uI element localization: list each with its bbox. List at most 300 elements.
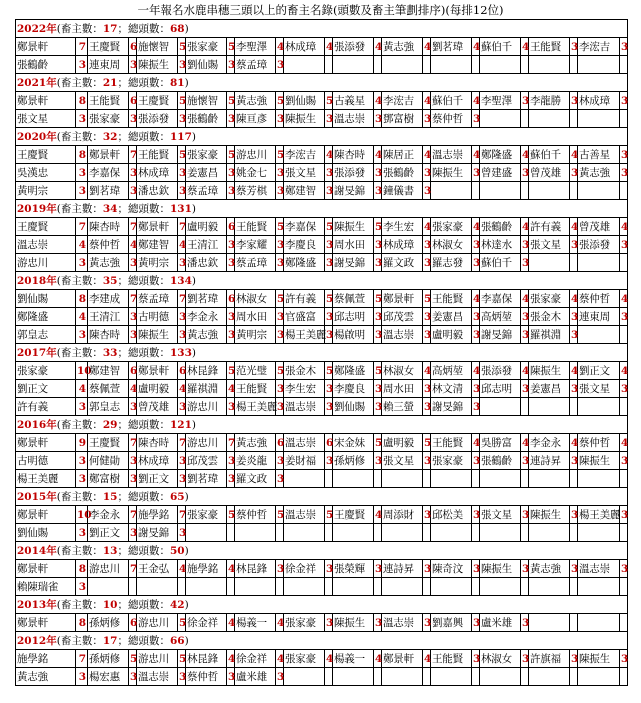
owner-name: 蔡孟璋	[137, 290, 178, 308]
head-count: 5	[276, 362, 284, 380]
owner-name: 黃志強	[16, 668, 76, 686]
head-count: 4	[227, 650, 235, 668]
head-count: 3	[178, 56, 186, 74]
owner-name: 李生宏	[382, 218, 423, 236]
owner-name: 陳振生	[284, 110, 325, 128]
head-count: 3	[276, 380, 284, 398]
summary-close-label: )	[184, 22, 189, 35]
head-count: 5	[276, 218, 284, 236]
empty-cell	[578, 398, 620, 416]
owner-name: 周添財	[382, 506, 423, 524]
empty-cell	[472, 668, 480, 686]
head-count: 4	[472, 290, 480, 308]
owner-name: 鄭建智	[137, 236, 178, 254]
total-heads: 50	[169, 544, 185, 557]
head-count: 3	[129, 326, 137, 344]
owner-name: 盧明毅	[137, 380, 178, 398]
year-header-row	[16, 20, 628, 38]
head-count: 7	[76, 650, 88, 668]
head-count: 6	[227, 290, 235, 308]
head-count: 7	[129, 506, 137, 524]
owner-name: 施懷智	[137, 38, 178, 56]
empty-cell	[325, 578, 333, 596]
owner-name: 陳振生	[529, 506, 570, 524]
owner-name: 游忠川	[16, 254, 76, 272]
owner-name: 陳杏時	[88, 218, 129, 236]
owner-name: 鄭景軒	[16, 560, 76, 578]
owner-name: 張家豪	[529, 290, 570, 308]
head-count: 3	[325, 308, 333, 326]
owner-name: 郭皇志	[88, 398, 129, 416]
head-count: 3	[472, 254, 480, 272]
empty-cell	[570, 668, 578, 686]
head-count: 3	[521, 506, 529, 524]
owner-name: 李生宏	[284, 380, 325, 398]
head-count: 3	[76, 470, 88, 488]
head-count: 5	[325, 290, 333, 308]
owner-name: 王慶賢	[16, 146, 76, 164]
head-count: 3	[521, 326, 529, 344]
head-count: 3	[325, 380, 333, 398]
head-count: 8	[76, 92, 88, 110]
owner-name: 張鶴齡	[382, 164, 423, 182]
owner-name: 張文星	[529, 236, 570, 254]
owner-name: 林文清	[431, 380, 472, 398]
head-count: 7	[129, 146, 137, 164]
head-count: 3	[374, 236, 382, 254]
owner-name: 游忠川	[88, 560, 129, 578]
owner-name: 宋金妹	[333, 434, 374, 452]
empty-cell	[578, 470, 620, 488]
summary-open-label: (畜主數：	[56, 274, 103, 287]
owner-name: 王能賢	[431, 290, 472, 308]
owner-name: 吳漢忠	[16, 164, 76, 182]
owner-name: 李嘉保	[284, 218, 325, 236]
head-count: 4	[129, 380, 137, 398]
owner-row	[16, 398, 628, 416]
head-count: 4	[276, 650, 284, 668]
head-count: 3	[570, 380, 578, 398]
head-count: 3	[374, 614, 382, 632]
head-count: 3	[521, 254, 529, 272]
head-count: 6	[129, 38, 137, 56]
owner-name: 盧明毅	[186, 218, 227, 236]
head-count: 4	[521, 218, 529, 236]
owner-name: 林成璋	[137, 164, 178, 182]
empty-cell	[570, 614, 578, 632]
empty-cell	[620, 524, 628, 542]
owner-name: 黃明宗	[235, 326, 276, 344]
year-summary	[16, 632, 628, 650]
head-count: 4	[276, 38, 284, 56]
head-count: 4	[374, 650, 382, 668]
owner-name: 孫炳修	[333, 452, 374, 470]
head-count: 3	[76, 254, 88, 272]
owner-row	[16, 308, 628, 326]
owner-name: 林達水	[480, 236, 521, 254]
owner-name: 楊義一	[333, 650, 374, 668]
head-count: 4	[620, 362, 628, 380]
empty-cell	[284, 668, 325, 686]
owner-name: 陳振生	[333, 614, 374, 632]
owner-name: 張家豪	[431, 218, 472, 236]
owner-count: 21	[102, 76, 118, 89]
owner-name: 蔡佩萱	[333, 290, 374, 308]
owner-name: 黃明宗	[16, 182, 76, 200]
owner-name: 姚金七	[235, 164, 276, 182]
head-count: 3	[620, 650, 628, 668]
owner-name: 張鶴齡	[480, 452, 521, 470]
head-count: 3	[178, 326, 186, 344]
empty-cell	[521, 578, 529, 596]
owner-name: 劉茗瑋	[431, 38, 472, 56]
head-count: 8	[76, 614, 88, 632]
head-count: 7	[178, 290, 186, 308]
head-count: 3	[570, 308, 578, 326]
owner-name: 古明德	[16, 452, 76, 470]
owner-name: 蔡佩萱	[88, 380, 129, 398]
head-count: 4	[325, 146, 333, 164]
owner-name: 謝旻錦	[431, 398, 472, 416]
head-count: 3	[620, 92, 628, 110]
head-count: 3	[325, 398, 333, 416]
owner-name: 陳亘彥	[235, 110, 276, 128]
total-heads: 65	[169, 490, 185, 503]
owner-name: 蘇伯千	[529, 146, 570, 164]
summary-open-label: (畜主數：	[56, 598, 103, 611]
head-count: 3	[227, 398, 235, 416]
empty-cell	[423, 470, 431, 488]
owner-name: 蘇伯千	[480, 254, 521, 272]
head-count: 6	[129, 362, 137, 380]
owner-name: 邱松美	[431, 506, 472, 524]
owner-name: 姜炎龍	[235, 452, 276, 470]
head-count: 7	[178, 506, 186, 524]
empty-cell	[333, 668, 374, 686]
empty-cell	[431, 182, 472, 200]
summary-open-label: (畜主數：	[56, 22, 103, 35]
owner-name: 李浤吉	[578, 38, 620, 56]
head-count: 7	[178, 218, 186, 236]
head-count: 5	[374, 290, 382, 308]
summary-mid-label: ；總頭數：	[117, 490, 170, 503]
owner-name: 范光璧	[235, 362, 276, 380]
owner-name: 溫志崇	[333, 110, 374, 128]
empty-cell	[620, 398, 628, 416]
head-count: 3	[423, 398, 431, 416]
owner-name: 張文星	[16, 110, 76, 128]
head-count: 3	[178, 110, 186, 128]
head-count: 3	[76, 182, 88, 200]
head-count: 5	[374, 218, 382, 236]
owner-row	[16, 668, 628, 686]
owner-name: 李慶良	[333, 380, 374, 398]
owner-name: 溫志崇	[137, 668, 178, 686]
owner-name: 孫炳修	[88, 650, 129, 668]
empty-cell	[374, 470, 382, 488]
owner-name: 林昆鋒	[186, 650, 227, 668]
owner-name: 李浤吉	[284, 146, 325, 164]
owner-name: 王能賢	[529, 38, 570, 56]
owner-name: 張家豪	[16, 362, 76, 380]
head-count: 3	[570, 650, 578, 668]
owner-name: 李嘉保	[88, 164, 129, 182]
owner-name: 蔡仲哲	[578, 290, 620, 308]
empty-cell	[620, 110, 628, 128]
head-count: 3	[472, 398, 480, 416]
empty-cell	[382, 470, 423, 488]
owner-name: 楊王美麗	[16, 470, 76, 488]
year-label: 2016年	[17, 418, 57, 431]
owner-name: 陳杏時	[137, 434, 178, 452]
owner-name: 鄭景軒	[382, 290, 423, 308]
owner-name: 謝旻錦	[333, 182, 374, 200]
empty-cell	[137, 578, 178, 596]
owner-row	[16, 164, 628, 182]
empty-cell	[423, 578, 431, 596]
empty-cell	[529, 398, 570, 416]
owner-row	[16, 38, 628, 56]
owner-name: 林淑女	[235, 290, 276, 308]
head-count: 4	[227, 560, 235, 578]
owner-row	[16, 218, 628, 236]
owner-name: 許有義	[284, 290, 325, 308]
head-count: 3	[570, 92, 578, 110]
owner-name: 潘忠欽	[137, 182, 178, 200]
owner-name: 羅祺淵	[186, 380, 227, 398]
head-count: 4	[423, 146, 431, 164]
summary-open-label: (畜主數：	[56, 202, 103, 215]
head-count: 4	[570, 434, 578, 452]
year-summary	[16, 488, 628, 506]
head-count: 4	[472, 92, 480, 110]
head-count: 3	[325, 614, 333, 632]
owner-name: 游忠川	[235, 146, 276, 164]
empty-cell	[382, 524, 423, 542]
owner-name: 陳振生	[480, 560, 521, 578]
empty-cell	[570, 470, 578, 488]
head-count: 3	[325, 326, 333, 344]
head-count: 3	[570, 164, 578, 182]
head-count: 3	[227, 182, 235, 200]
empty-cell	[333, 56, 374, 74]
head-count: 8	[76, 290, 88, 308]
owner-name: 姜憲昌	[186, 164, 227, 182]
owner-name: 陳振生	[333, 218, 374, 236]
head-count: 5	[325, 218, 333, 236]
owner-name: 張榮輝	[333, 560, 374, 578]
owner-name: 姜憲昌	[529, 380, 570, 398]
head-count: 8	[76, 146, 88, 164]
head-count: 6	[325, 434, 333, 452]
empty-cell	[178, 578, 186, 596]
head-count: 3	[276, 308, 284, 326]
empty-cell	[620, 182, 628, 200]
year-header-row	[16, 488, 628, 506]
owner-name: 楊王美麗	[284, 326, 325, 344]
owner-name: 劉茗瑋	[186, 470, 227, 488]
empty-cell	[480, 110, 521, 128]
head-count: 3	[570, 236, 578, 254]
empty-cell	[374, 668, 382, 686]
head-count: 10	[76, 362, 88, 380]
head-count: 3	[227, 308, 235, 326]
owner-name: 羅文政	[235, 470, 276, 488]
owner-name: 蔡仲哲	[578, 434, 620, 452]
owner-name: 蔡仲哲	[431, 110, 472, 128]
empty-cell	[325, 56, 333, 74]
owner-name: 高炳堃	[431, 362, 472, 380]
owner-name: 張添發	[578, 236, 620, 254]
head-count: 5	[178, 146, 186, 164]
summary-close-label: )	[184, 76, 189, 89]
empty-cell	[578, 182, 620, 200]
head-count: 6	[129, 92, 137, 110]
head-count: 4	[570, 290, 578, 308]
empty-cell	[431, 524, 472, 542]
total-heads: 81	[169, 76, 185, 89]
head-count: 3	[570, 506, 578, 524]
head-count: 7	[129, 560, 137, 578]
year-header-row	[16, 128, 628, 146]
owner-name: 連詩昇	[382, 560, 423, 578]
owner-name: 鄭富樹	[88, 470, 129, 488]
owner-name: 黃志強	[235, 92, 276, 110]
head-count: 3	[374, 560, 382, 578]
empty-cell	[374, 578, 382, 596]
owner-name: 張家豪	[186, 506, 227, 524]
owner-name: 李金永	[88, 506, 129, 524]
head-count: 3	[178, 470, 186, 488]
head-count: 7	[76, 38, 88, 56]
head-count: 3	[374, 380, 382, 398]
head-count: 5	[227, 146, 235, 164]
head-count: 4	[620, 290, 628, 308]
owner-name: 陳杏時	[333, 146, 374, 164]
head-count: 3	[521, 236, 529, 254]
owner-name: 劉嘉興	[431, 614, 472, 632]
head-count: 3	[374, 308, 382, 326]
head-count: 3	[325, 164, 333, 182]
owner-name: 張文星	[284, 164, 325, 182]
year-label: 2013年	[17, 598, 57, 611]
owner-name: 林成璋	[137, 452, 178, 470]
year-header-row	[16, 200, 628, 218]
head-count: 4	[129, 236, 137, 254]
summary-mid-label: ；總頭數：	[117, 22, 170, 35]
empty-cell	[129, 578, 137, 596]
owner-name: 黃志強	[186, 326, 227, 344]
head-count: 3	[276, 236, 284, 254]
owner-row	[16, 470, 628, 488]
owner-name: 謝旻錦	[137, 524, 178, 542]
owner-name: 陳振生	[578, 650, 620, 668]
summary-mid-label: ；總頭數：	[117, 346, 170, 359]
head-count: 3	[620, 452, 628, 470]
owner-row	[16, 380, 628, 398]
owner-name: 楊王美麗	[578, 506, 620, 524]
head-count: 3	[76, 326, 88, 344]
head-count: 3	[620, 308, 628, 326]
summary-mid-label: ；總頭數：	[117, 76, 170, 89]
head-count: 3	[325, 560, 333, 578]
owner-name: 施學銘	[137, 506, 178, 524]
year-header-row	[16, 542, 628, 560]
empty-cell	[325, 524, 333, 542]
empty-cell	[529, 182, 570, 200]
empty-cell	[480, 398, 521, 416]
owner-name: 羅志發	[431, 254, 472, 272]
empty-cell	[620, 470, 628, 488]
head-count: 3	[472, 560, 480, 578]
summary-close-label: )	[191, 346, 196, 359]
owner-row	[16, 506, 628, 524]
owner-count: 34	[102, 202, 118, 215]
owner-row	[16, 56, 628, 74]
owner-name: 高炳堃	[480, 308, 521, 326]
empty-cell	[570, 524, 578, 542]
year-summary	[16, 596, 628, 614]
empty-cell	[284, 578, 325, 596]
head-count: 3	[521, 614, 529, 632]
head-count: 3	[374, 398, 382, 416]
head-count: 3	[570, 326, 578, 344]
owner-name: 劉茗瑋	[186, 290, 227, 308]
owner-count: 33	[102, 346, 118, 359]
owner-name: 何健勛	[88, 452, 129, 470]
head-count: 3	[472, 308, 480, 326]
head-count: 3	[129, 182, 137, 200]
year-header-row	[16, 596, 628, 614]
owner-name: 鄭景軒	[16, 614, 76, 632]
head-count: 3	[227, 164, 235, 182]
owner-name: 劉正文	[578, 362, 620, 380]
empty-cell	[529, 470, 570, 488]
owner-name: 張文星	[578, 380, 620, 398]
head-count: 3	[325, 236, 333, 254]
head-count: 4	[521, 362, 529, 380]
empty-cell	[382, 668, 423, 686]
owner-name: 周水田	[333, 236, 374, 254]
owner-count: 35	[102, 274, 118, 287]
owner-count: 17	[102, 22, 118, 35]
total-heads: 42	[169, 598, 185, 611]
head-count: 7	[178, 434, 186, 452]
head-count: 6	[178, 362, 186, 380]
owner-name: 邱志明	[480, 380, 521, 398]
summary-open-label: (畜主數：	[56, 346, 103, 359]
head-count: 4	[620, 434, 628, 452]
owner-row	[16, 650, 628, 668]
year-summary	[16, 542, 628, 560]
head-count: 3	[423, 308, 431, 326]
empty-cell	[431, 56, 472, 74]
head-count: 5	[423, 434, 431, 452]
owner-name: 王慶賢	[137, 92, 178, 110]
owner-name: 張文星	[382, 452, 423, 470]
summary-close-label: )	[191, 274, 196, 287]
owner-row	[16, 110, 628, 128]
owner-name: 邱茂雲	[382, 308, 423, 326]
owner-name: 林昆鋒	[186, 362, 227, 380]
empty-cell	[521, 110, 529, 128]
head-count: 4	[76, 380, 88, 398]
head-count: 3	[325, 452, 333, 470]
owner-name: 曾茂雄	[529, 164, 570, 182]
head-count: 3	[521, 308, 529, 326]
head-count: 3	[276, 560, 284, 578]
owner-name: 陳奇汶	[431, 560, 472, 578]
